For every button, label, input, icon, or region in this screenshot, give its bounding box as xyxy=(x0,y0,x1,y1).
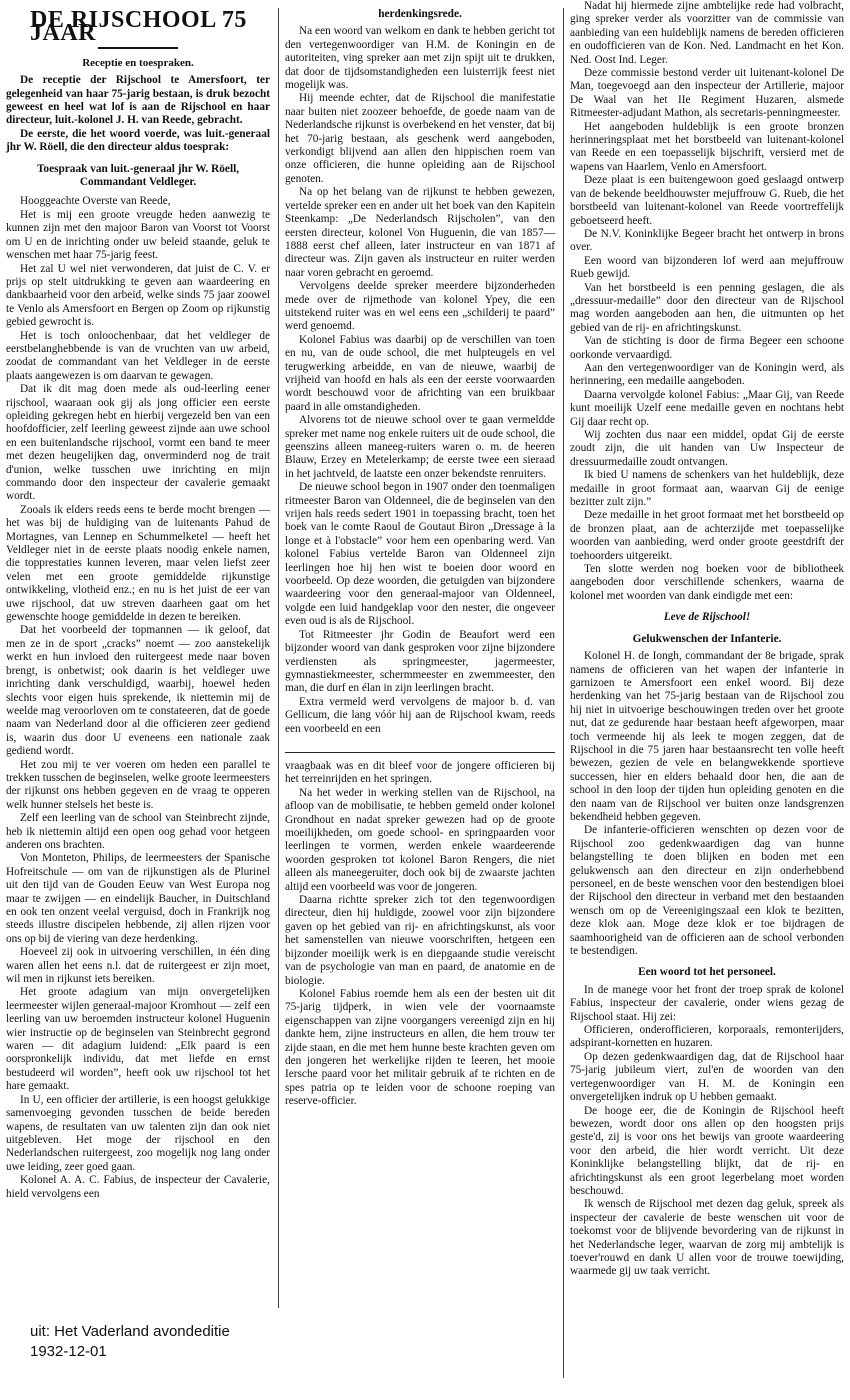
paragraph: Extra vermeld werd vervolgens de majoor b. d. van Gellicum, die lang vóór hij aan de Rijschool kwam, reeds een voorbeeld en een xyxy=(285,695,555,735)
paragraph: Wij zochten dus naar een middel, opdat Gij de eerste zoudt zijn, die uit handen van Uw Inspecteur de dressuurmedaille zoudt ontvangen. xyxy=(570,429,844,468)
paragraph: Kolonel H. de Iongh, commandant der 8e brigade, sprak namens de officieren van het wapen der infanterie in garnizoen te Amersfoort een enkel woord. Bij deze herdenking van het 75-jarig bestaan van de Rijschool zou hij niet in uitvoerige beschouwingen treden over het groote nut, dat ze gedurende haar bestaan heeft afgeworpen, maar toch vermeende hij als leek te mogen zeggen, dat de Rijschool in die 75 jaren haar bestaansrecht ten volle heeft bewezen, gezien de vele en belangwekkende sportieve successen, hier en elders behaald door hen, die aan de school in den loop der tijden hun opleiding genoten en die den naam van de Rijschool ver buiten onze landsgrenzen bekendheid hebben gegeven. xyxy=(570,650,844,823)
column-1 xyxy=(6,8,270,1201)
paragraph: Het is mij een groote vreugde heden aanwezig te kunnen zijn met den majoor Baron van Voorst tot Voorst om U en de inrichting onder uw beleid staande, geluk te wenschen met haar 75-jarig feest. xyxy=(6,208,270,262)
article-title: DE RIJSCHOOL 75 JAAR xyxy=(30,7,247,47)
paragraph: Het aangeboden huldeblijk is een groote bronzen herinneringsplaat met het borstbeeld van luitenant-kolonel van Reede en een toepasselijk bijschrift, versierd met de wapens van Haarlem, Venlo en Amersfoort. xyxy=(570,120,844,173)
column-3 xyxy=(570,0,844,1279)
paragraph: Von Monteton, Philips, de leermeesters der Spanische Hofreitschule — om van de rijkunstigen als de Plurinel uit den tijd van de Gouden Eeuw van West Europa nog maar te zwijgen — en eindelijk Baucher, in Duitschland en ook ten onzent veelal verguisd, doch in Frankrijk nog steeds illustre discipelen hebbende, zij allen rijzen voor ons op bij de viering van deze herdenking. xyxy=(6,852,270,945)
paragraph: Deze commissie bestond verder uit luitenant-kolonel De Man, toegevoegd aan den inspecteur der Artillerie, majoor De Waal van het IIe Regiment Huzaren, alsmede Ritmeester-adjudant Mathon, als secretaris-penningmeester. xyxy=(570,67,844,120)
paragraph: Hoeveel zij ook in uitvoering verschillen, in één ding waren allen het eens n.l. dat de ruitergeest er zijn moet, wil men in rijkunst iets bereiken. xyxy=(6,946,270,986)
paragraph: Het groote adagium van mijn onvergetelijken leermeester wijlen generaal-majoor Kromhout — zelf een leerling van uw beroemden instructeur kolonel Huguenin wier instructie op de beginselen van Steinbrecht gegrond waren — dit adagium luidend: „Elk paard is een oorspronkelijk individu, dat met liefde en ernst bestudeerd wil worden”, heeft ook uw rijschool tot het hare gemaakt. xyxy=(6,986,270,1093)
paragraph: Van de stichting is door de firma Begeer een schoone oorkonde vervaardigd. xyxy=(570,335,844,361)
paragraph: Een woord van bijzonderen lof werd aan mejuffrouw Rueb gewijd. xyxy=(570,254,844,281)
source-publication: uit: Het Vaderland avondeditie xyxy=(30,1323,230,1340)
paragraph: Tot Ritmeester jhr Godin de Beaufort werd een bijzonder woord van dank gesproken voor zijne bijzondere verdiensten als springmeester, jagermeester, gymnastiekmeester, schermmeester en zwemmeester, den man, die durf en élan in zijn leerlingen bracht. xyxy=(285,628,555,695)
intro-paragraph-2: De eerste, die het woord voerde, was luit.-generaal jhr W. Röell, die den directeur aldus toesprak: xyxy=(6,127,270,154)
intro-paragraph: De receptie der Rijschool te Amersfoort, ter gelegenheid van haar 75-jarig bestaan, is druk bezocht geweest en heel wat lof is aan de Rijschool en haar directeur, luit.-kolonel J. H. van Reede, gebracht. xyxy=(6,74,270,127)
paragraph: Ik wensch de Rijschool met dezen dag geluk, spreek als inspecteur der cavalerie de beste wenschen uit voor de toekomst voor de blijvende bevordering van de rijkunst in het Nederlandsche leger, waarvan de zorg mij ambtelijk is toever'rouwd en dank U allen voor de trouwe toewijding, waarmede gij uw taak verricht. xyxy=(570,1198,844,1278)
paragraph: Het zal U wel niet verwonderen, dat juist de C. V. er prijs op stelt uitdrukking te geven aan waardeering en dankbaarheid voor den arbeid, welke sinds 75 jaar zoowel te Venlo als Amersfoort en Bergen op Zoom op rijkunstig gebied gewrocht is. xyxy=(6,262,270,329)
column-divider xyxy=(278,8,279,1308)
paragraph: De N.V. Koninklijke Begeer bracht het ontwerp in brons over. xyxy=(570,227,844,254)
paragraph: Dat het voorbeeld der topmannen — ik geloof, dat men ze in de sport „cracks” noemt — zoo aanstekelijk werkt en hun invloed den ruitergeest mede naar boven brengt, is onbetwist; ook daarin is het veldleger uwe inrichting dank verschuldigd, waarbij, hoewel heden slechts voor eigen huis sprekende, ik niettemin mij de weelde mag veroorloven om te constateeren, dat de goede naam van Nederland door al die officieren zeer gediend is, waarin dus door U eveneens een nationale zaak gediend wordt. xyxy=(6,624,270,758)
paragraph: Na op het belang van de rijkunst te hebben gewezen, vertelde spreker een en ander uit het boek van den Kapitein Steenkamp: „De Nederlandsch Rijscholen”, van den eersten directeur, kolonel Von Huguenin, die van 1857—1888 eerst chef alleen, later instructeur en van 1871 af directeur was. Zijn gaven als instructeur en ruiter werden naar voren gebracht en geroemd. xyxy=(285,186,555,279)
paragraph: Alvorens tot de nieuwe school over te gaan vermeldde spreker met name nog enkele ruiters uit de oude school, die geenszins alleen maneeg-ruiters waren o. m. de heeren Blauw, Erzey en Metelerkamp; de eerste twee een sieraad in het jachtveld, de laatste een onzer bekendste renruiters. xyxy=(285,414,555,480)
paragraph: De nieuwe school begon in 1907 onder den toenmaligen ritmeester Baron van Oldenneel, die de beginselen van den vrijen hals reeds sedert 1901 in toepassing bracht, toen het boek van le comte Raoul de Goutaut Biron „Dressage à la longe et à l'obstacle” voor hem een openbaring werd. Van kolonel Fabius vertelde Baron van Oldenneel zijn leerlingen hoe hij hen wist te boeien door woord en voorbeeld. Op deze woorden, die getuigden van bijzondere waardeering voor den generaal-majoor van Oldenneel, volgde een luid handgeklap voor den nester, die ongeveer even oud is als de Rijschool. xyxy=(285,481,555,628)
column-2-continued xyxy=(285,760,555,1109)
paragraph: Aan den vertegenwoordiger van de Koningin werd, als herinnering, een medaille aangeboden. xyxy=(570,361,844,388)
article-subtitle: Receptie en toespraken. xyxy=(82,56,194,69)
paragraph: Officieren, onderofficieren, korporaals, remonterijders, adspirant-kornetten en huzaren. xyxy=(570,1024,844,1050)
paragraph: Kolonel Fabius roemde hem als een der besten uit dit 75-jarig tijdperk, in wien vele der voornaamste eigenschappen van zijne voorgangers vereenigd zijn en hij dankte hem, zijne instructeurs en allen, die hem trouw ter zijde staan, en die met hem hunne beste krachten geven om den jongeren het werkelijke rijden te leeren, het mooie Iersche paard voor het militair gebruik af te richten en de spes patria op te leiden voor de schoone roeping van reserve-officier. xyxy=(285,987,555,1108)
title-rule xyxy=(98,47,178,49)
salutation: Hooggeachte Overste van Reede, xyxy=(20,195,171,208)
paragraph: Zelf een leerling van de school van Steinbrecht zijnde, heb ik niettemin altijd een open oog gehad voor hetgeen anderen ons brachten. xyxy=(6,812,270,851)
section-heading-personeel: Een woord tot het personeel. xyxy=(638,966,776,979)
paragraph: In de manege voor het front der troep sprak de kolonel Fabius, inspecteur der cavalerie, onder wiens gezag de Rijschool staat. Hij zei: xyxy=(570,983,844,1023)
paragraph: Zooals ik elders reeds eens te berde mocht brengen — het was bij de huldiging van de luitenants Pahud de Mortagnes, van Lennep en Schummelketel — heeft het Veldleger niet in de eerste plaats noodig enkele namen, die topprestaties kunnen leveren, maar velen liefst zeer velen met een groote gemiddelde rijkunstige ontwikkeling, vlotheid enz.; en nu is het juist de eer van uwe rijschool, dat uw streven daarheen gaat om het gewenschte hooge gemiddelde in dezen te bereiken. xyxy=(6,503,270,624)
paragraph: Het zou mij te ver voeren om heden een parallel te trekken tusschen de beginselen, welke groote leermeesters der rijkunst ons hebben gegeven en de vraag te opperen welk hunner stelsels het beste is. xyxy=(6,758,270,811)
paragraph: In U, een officier der artillerie, is een hoogst gelukkige samenvoeging gevonden tusschen de beide bereden wapens, de resultaten van uw talenten zijn dan ook niet uitgebleven. Het moge der rijschool en den Nederlandschen ruitergeest, zoo mogelijk nog lang onder uwe leiding, zeer goed gaan. xyxy=(6,1093,270,1173)
section-heading-infanterie: Gelukwenschen der Infanterie. xyxy=(632,632,782,645)
paragraph: Op dezen gedenkwaardigen dag, dat de Rijschool haar 75-jarig jubileum viert, zul'en de woorden van den vertegenwoordiger van H. M. de Koningin een onvergetelijken indruk op U hebben gemaakt. xyxy=(570,1050,844,1104)
paragraph: Nadat hij hiermede zijne ambtelijke rede had volbracht, ging spreker verder als voorzitter van de commissie van aanbieding van een huldeblijk namens de bereden officieren en oudofficieren van de Kon. Ned. Landmacht en het Kon. Ned. Oost Ind. Leger. xyxy=(570,0,844,66)
section-divider xyxy=(285,752,555,753)
paragraph: Na het weder in werking stellen van de Rijschool, na afloop van de mobilisatie, te hebben gemeld onder kolonel Grondhout en nadat spreker gewezen had op de groote moeilijkheden, om goede school- en springpaarden voor leerlingen te vormen, werden enkele waardeerende woorden gesproken tot kolonel Baron Rengers, die niet alleen als maneegeruiter, doch ook bij de zwaarste jachten altijd een voorbeeld was voor de jongeren. xyxy=(285,786,555,893)
section-heading: herdenkingsrede. xyxy=(378,8,462,20)
paragraph: Ik bied U namens de schenkers van het huldeblijk, deze medaille in groot formaat aan, waarvan Gij de eenige bezitter zult zijn.” xyxy=(570,469,844,509)
paragraph: Daarna vervolgde kolonel Fabius: „Maar Gij, van Reede kunt moeilijk Uzelf eene medaille geven en nochtans hebt Gij daar recht op. xyxy=(570,388,844,428)
paragraph: Kolonel Fabius was daarbij op de verschillen van toen en nu, van de oude school, die met hulpteugels en vel terugwerking arbeidde, en van de nieuwe, waarbij de vrijheid van hoofd en hals als een der eerste voorwaarden wordt beschouwd voor de africhting van een bruikbaar paard in alle omstandigheden. xyxy=(285,333,555,413)
paragraph: Hij meende echter, dat de Rijschool die manifestatie naar buiten niet zoozeer behoefde, de goede naam van de Nederlandsche rijkunst is overbekend en het venster, dat bij het 70-jarig bestaan, als geschenk werd aangeboden, verkondigt blijvend aan allen den hippischen roem van onze officieren, die hunne opleiding aan de Rijschool genoten. xyxy=(285,92,555,185)
speech-heading: Toespraak van luit.-generaal jhr W. Röell, Commandant Veldleger. xyxy=(36,162,240,189)
column-divider xyxy=(563,8,564,1378)
paragraph: vraagbaak was en dit bleef voor de jongere officieren bij het terreinrijden en het springen. xyxy=(285,760,555,786)
column-2 xyxy=(285,8,555,736)
source-caption xyxy=(30,1322,230,1362)
paragraph: Deze medaille in het groot formaat met het borstbeeld op de bronzen plaat, aan de achterzijde met toepasselijke woorden van aanbieding, werd onder groote geestdrift der toehoorders uitgereikt. xyxy=(570,509,844,562)
paragraph: Het is toch onloochenbaar, dat het veldleger de eerstbelanghebbende is van de vruchten van uw arbeid, zoodat de commandant van het Veldleger in de eerste plaats aangewezen is om daarvan te gewagen. xyxy=(6,329,270,382)
paragraph: Deze plaat is een buitengewoon goed geslaagd ontwerp van de bekende beeldhouwster mejuffrouw G. Rueb, die het borstbeeld van luitenant-kolonel van Reede voortreffelijk geboetseerd heeft. xyxy=(570,174,844,227)
paragraph: Ten slotte werden nog boeken voor de bibliotheek aangeboden door verschillende schenkers, waarna de kolonel met woorden van dank eindigde met een: xyxy=(570,563,844,602)
paragraph: De infanterie-officieren wenschten op dezen voor de Rijschool zoo gedenkwaardigen dag van hunne belangstelling te doen blijken en boden met een gelukwensch aan den directeur en zijn onderhebbend personeel, en de beste wenschen voor den bestendigen bloei der Rijschool den directeur in verband met den bestaanden wensch om op de Vereenigingszaal een klok te bezitten, deze klok aan. Moge deze klok er toe bijdragen de saamhoorigheid van de officieren aan de school verbonden te bestendigen. xyxy=(570,824,844,958)
paragraph: Vervolgens deelde spreker meerdere bijzonderheden mede over de rijmethode van kolonel Ypey, die een uitstekend ruiter was en wel eens een „schilderij te paard” werd genoemd. xyxy=(285,280,555,333)
paragraph: Na een woord van welkom en dank te hebben gericht tot den vertegenwoordiger van H.M. de Koningin en de autoriteiten, ving spreker aan met zijn spijt uit te drukken, dat door de tijdsomstandigheden een luisterrijk feest niet mogelijk was. xyxy=(285,25,555,92)
paragraph: De hooge eer, die de Koningin de Rijschool heeft bewezen, wordt door ons allen op den hoogsten prijs geste'd, zij is voor ons het bewijs van groote waardeering voor den arbeid, die hier wordt verricht. Uit deze Koninklijke belangstelling blijkt, dat de rij- en africhtingskunst als een groot legerbelang moet worden beschouwd. xyxy=(570,1104,844,1197)
paragraph: Van het borstbeeld is een penning geslagen, die als „dressuur-medaille” door den directeur van de Rijschool mag worden aangeboden aan hen, die uitmunten op het gebied van de rij- en africhtingskunst. xyxy=(570,281,844,334)
paragraph: Daarna richtte spreker zich tot den tegenwoordigen directeur, dien hij huldigde, zoowel voor zijn bijzondere gaven op het gebied van rij- en africhtingskunst, als voor het samenstellen van nieuwe voorschriften, hetgeen een bijzonder moeilijk werk is en diepgaande studie vereischt van de psychologie van man en paard, de anatomie en de biologie. xyxy=(285,894,555,987)
source-date: 1932-12-01 xyxy=(30,1343,107,1360)
cheer-line: Leve de Rijschool! xyxy=(663,611,751,624)
paragraph: Dat ik dit mag doen mede als oud-leerling eener rijschool, waaraan ook gij als jong officier een eerste opleiding gekregen hebt en hierbij vergezeld ben van een hoofdofficier, zelf leerling geweest zijnde aan uwe school en een buitenlandsche rijschool, vormt een band te meer met dezen heugelijken dag, onverminderd nog de trait d'union, welke tusschen uwe inrichting en mijn commando door den inspecteur der cavalerie gemaakt wordt. xyxy=(6,383,270,503)
paragraph: Kolonel A. A. C. Fabius, de inspecteur der Cavalerie, hield vervolgens een xyxy=(6,1174,270,1200)
